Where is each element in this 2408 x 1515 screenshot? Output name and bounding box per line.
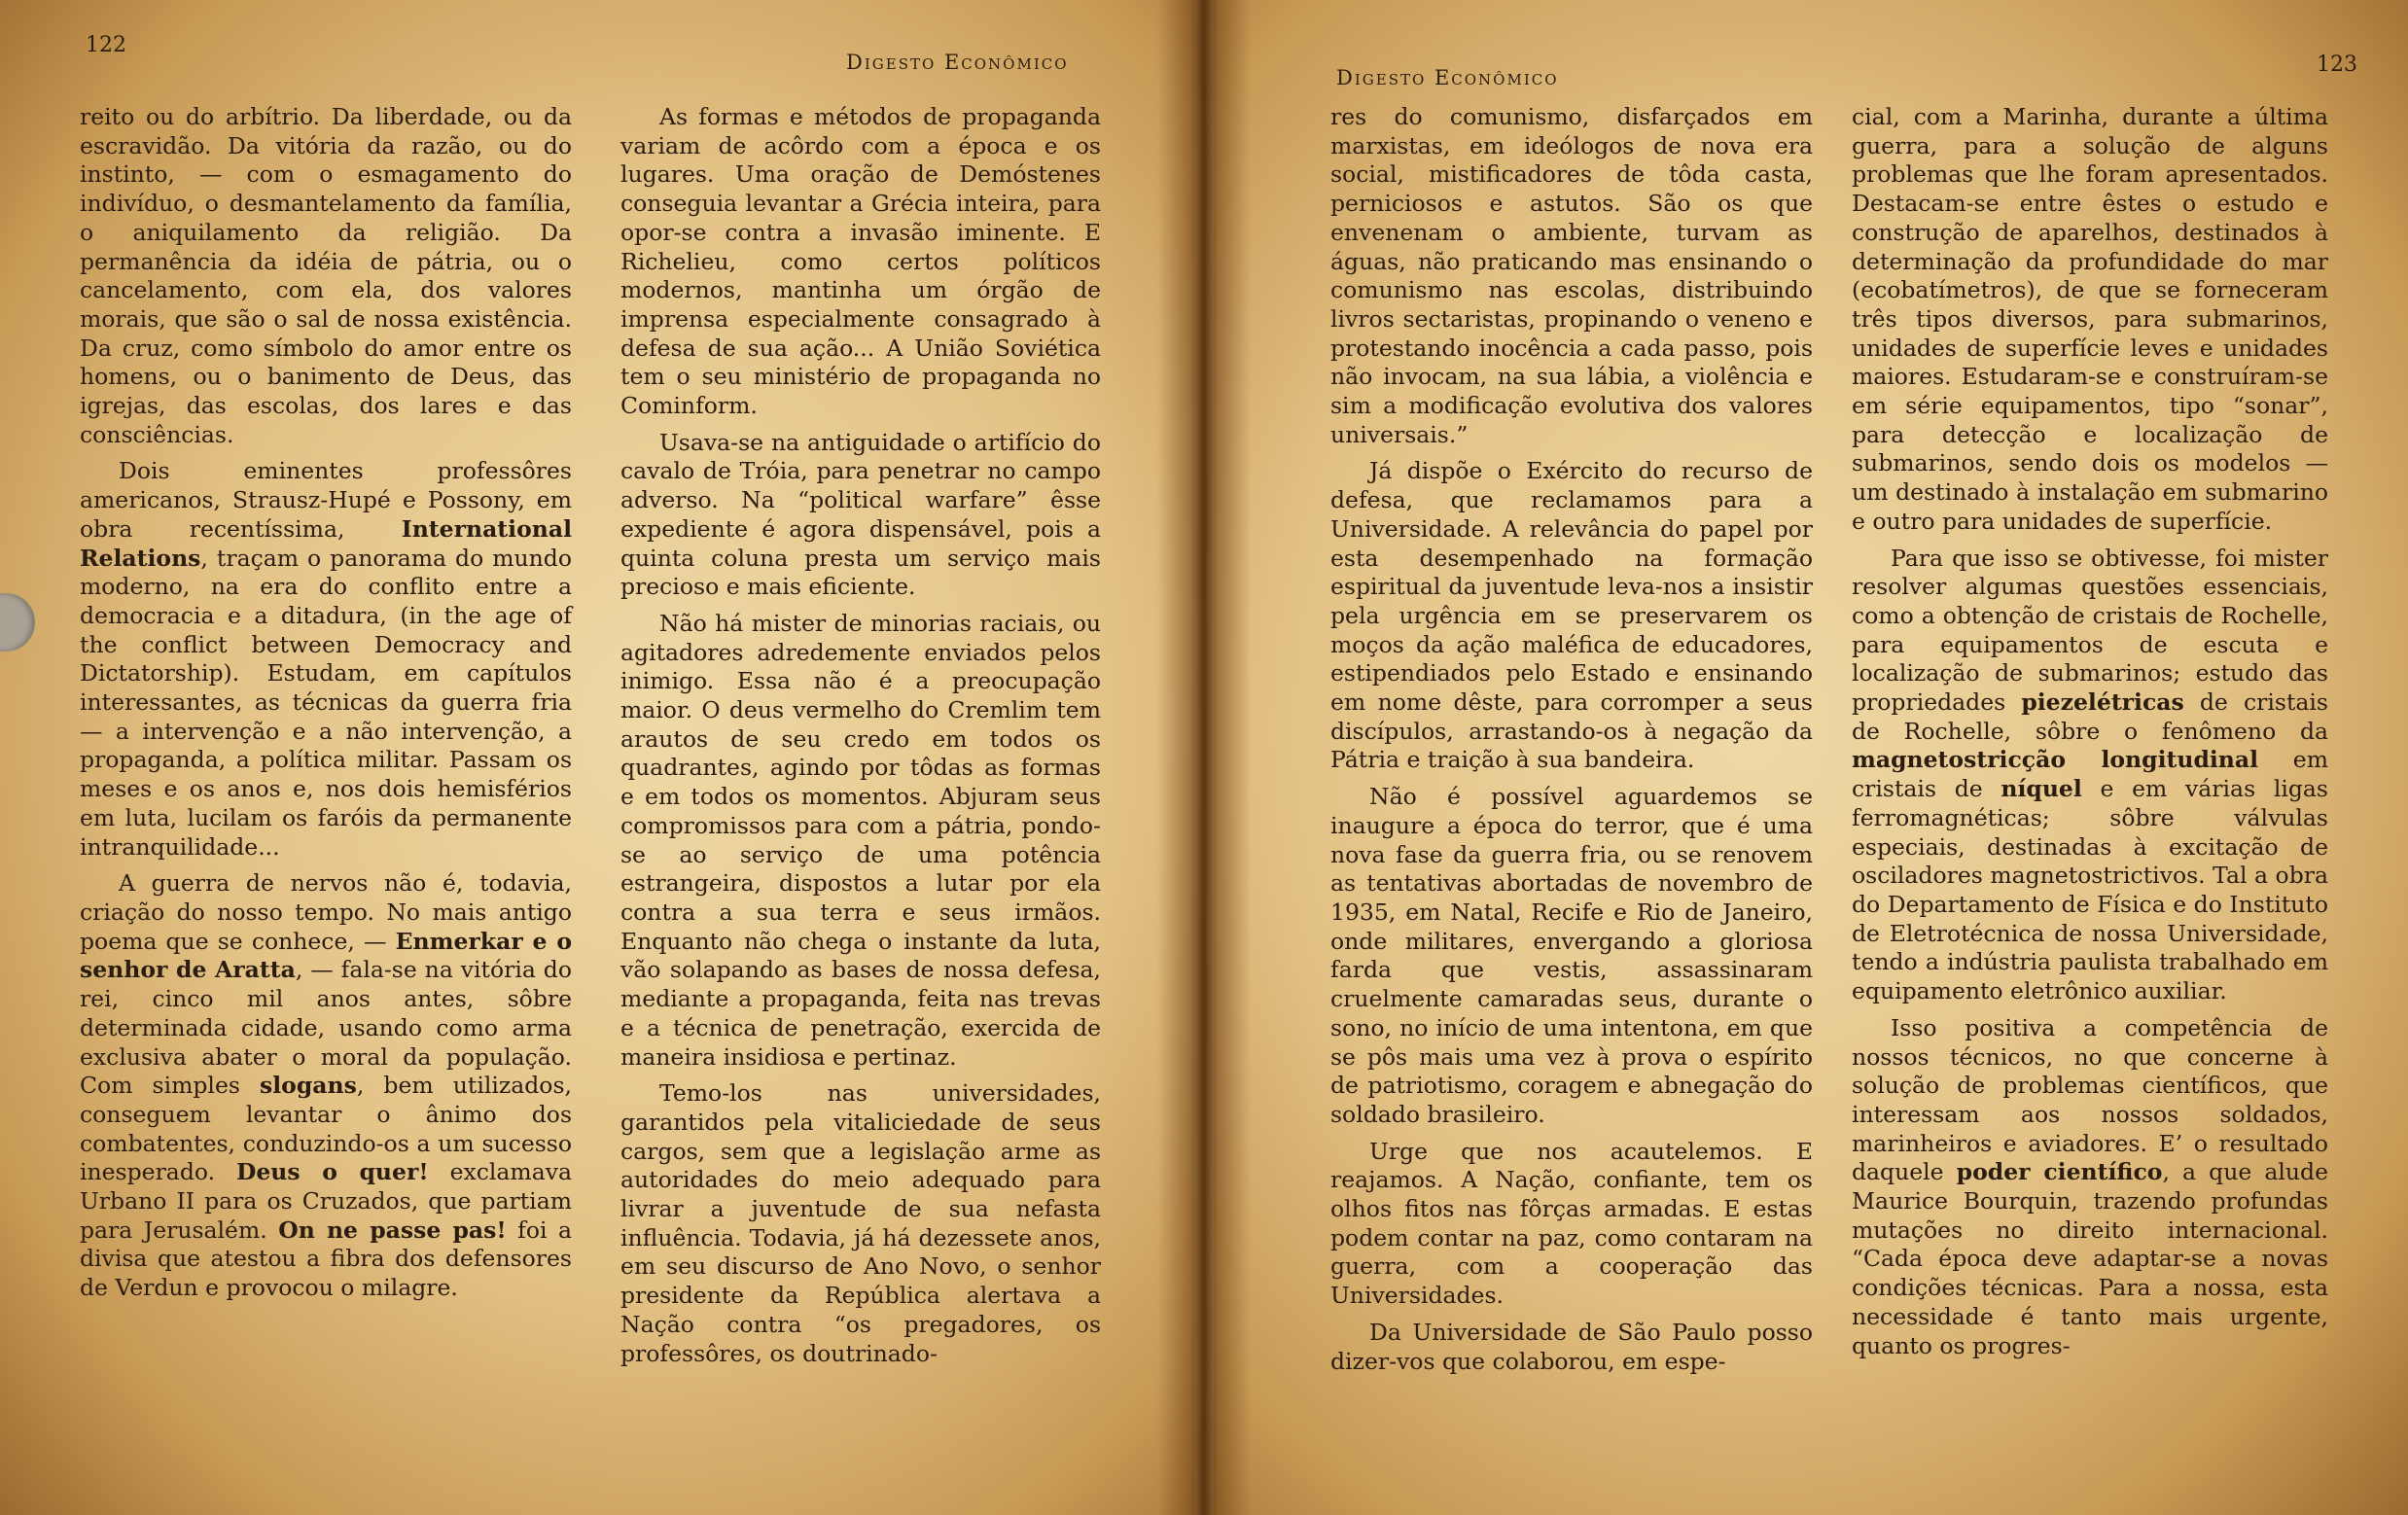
right-column-1 bbox=[1330, 103, 1813, 1384]
paragraph bbox=[80, 869, 572, 1303]
right-column-2 bbox=[1852, 103, 2328, 1368]
paragraph: Usava-se na antiguidade o artifício do cavalo de Tróia, para penetrar no campo adverso. Na “political warfare” êsse expediente é agora dispensável, pois a quinta coluna presta um serviço mais precioso e mais eficiente. bbox=[620, 428, 1101, 601]
text-run: , a que alude Maurice Bourquin, trazendo profundas mutações no direito internacional. “Cada época deve adaptar-se a novas condições técnicas. Para a nossa, esta necessidade é tanto mais urgente, quanto os progres- bbox=[1852, 1158, 2328, 1359]
paragraph: As formas e métodos de propaganda variam de acôrdo com a época e os lugares. Uma oração de Demóstenes conseguia levantar a Grécia inteira, para opor-se contra a invasão iminente. E Richelieu, como certos políticos modernos, mantinha um órgão de imprensa especialmente consagrado à defesa de sua ação... A União Soviética tem o seu ministério de propaganda no Cominform. bbox=[620, 103, 1101, 420]
paragraph: Da Universidade de São Paulo posso dizer-vos que colaborou, em espe- bbox=[1330, 1318, 1813, 1375]
text-run: exclamava Urbano II para os Cruzados, que partiam para Jerusalém. bbox=[80, 1158, 572, 1244]
text-run: , traçam o panorama do mundo moderno, na era do conflito entre a democracia e a ditadura, (in the age of the conflict between Democracy and Dictatorship). Estudam, em capítulos interessantes, as técnicas da guerra fria — a intervenção e a não intervenção, a propaganda, a política militar. Passam os meses e os anos e, nos dois hemisférios em luta, lucilam os faróis da permanente intranquilidade... bbox=[80, 544, 572, 861]
page-number-right: 123 bbox=[2317, 53, 2357, 77]
text-run: , bem utilizados, conseguem levantar o ânimo dos combatentes, conduzindo-os a um sucesso inesperado. bbox=[80, 1072, 572, 1186]
emphasis: poder científico bbox=[1956, 1158, 2163, 1186]
paragraph bbox=[80, 457, 572, 862]
paragraph: Temo-los nas universidades, garantidos pela vitaliciedade de seus cargos, sem que a legislação arme as autoridades do meio adequado para livrar a juventude de sua nefasta influência. Todavia, já há dezessete anos, em seu discurso de Ano Novo, o senhor presidente da República alertava a Nação contra “os pregadores, os professôres, os doutrinado- bbox=[620, 1079, 1101, 1367]
emphasis: slogans bbox=[260, 1072, 357, 1100]
paragraph: reito ou do arbítrio. Da liberdade, ou da escravidão. Da vitória da razão, ou do instinto, — com o esmagamento do indivíduo, o desmantelamento da família, o aniquilamento da religião. Da permanência da idéia de pátria, ou o cancelamento, com ela, dos valores morais, que são o sal de nossa existência. Da cruz, como símbolo do amor entre os homens, ou o banimento de Deus, das igrejas, das escolas, dos lares e das consciências. bbox=[80, 103, 572, 448]
text-run: Dois eminentes professôres americanos, Strausz-Hupé e Possony, em obra recentíssima, bbox=[80, 457, 572, 543]
emphasis: níquel bbox=[2001, 775, 2082, 803]
text-run: Para que isso se obtivesse, foi mister resolver algumas questões essenciais, como a obtenção de cristais de Rochelle, para equipamentos de escuta e localização de submarinos; estudo das propriedades bbox=[1852, 544, 2328, 717]
text-run: e em várias ligas ferromagnéticas; sôbre válvulas especiais, destinadas à excitação de osciladores magnetostrictivos. Tal a obra do Departamento de Física e do Instituto de Eletrotécnica de nossa Universidade, tendo a indústria paulista trabalhado em equipamento eletrônico auxiliar. bbox=[1852, 775, 2328, 1005]
left-column-1 bbox=[80, 103, 572, 1311]
text-run: em cristais de bbox=[1852, 746, 2328, 803]
emphasis: On ne passe pas! bbox=[278, 1216, 507, 1244]
book-gutter bbox=[1157, 0, 1251, 1515]
paragraph: Não é possível aguardemos se inaugure a época do terror, que é uma nova fase da guerra fria, ou se renovem as tentativas abortadas de novembro de 1935, em Natal, Recife e Rio de Janeiro, onde militares, envergando a gloriosa farda que vestis, assassinaram cruelmente camaradas seus, durante o sono, no início de uma intentona, em que se pôs mais uma vez à prova o espírito de patriotismo, coragem e abnegação do soldado brasileiro. bbox=[1330, 783, 1813, 1128]
running-head-right: Digesto Econômico bbox=[1336, 66, 1559, 89]
paragraph: Já dispõe o Exército do recurso de defesa, que reclamamos para a Universidade. A relevância do papel por esta desempenhado na formação espiritual da juventude leva-nos a insistir pela urgência em se preservarem os moços da ação maléfica de educadores, estipendiados pelo Estado e ensinando em nome dêste, para corromper a seus discípulos, arrastando-os à negação da Pátria e traição à sua bandeira. bbox=[1330, 457, 1813, 774]
text-run: foi a divisa que atestou a fibra dos defensores de Verdun e provocou o milagre. bbox=[80, 1216, 573, 1302]
page-number-left: 122 bbox=[86, 33, 126, 57]
paragraph: Urge que nos acautelemos. E reajamos. A Nação, confiante, tem os olhos fitos nas fôrças armadas. E estas podem contar na paz, como contaram na guerra, com a cooperação das Universidades. bbox=[1330, 1137, 1813, 1310]
paragraph: Não há mister de minorias raciais, ou agitadores adredemente enviados pelos inimigo. Essa não é a preocupação maior. O deus vermelho do Cremlim tem arautos de seu credo em todos os quadrantes, agindo por tôdas as formas e em todos os momentos. Abjuram seus compromissos para com a pátria, pondo-se ao serviço de uma potência estrangeira, dispostos a lutar por ela contra a sua terra e seus irmãos. Enquanto não chega o instante da luta, vão solapando as bases de nossa defesa, mediante a propaganda, feita nas trevas e a técnica de penetração, exercida de maneira insidiosa e pertinaz. bbox=[620, 609, 1101, 1071]
text-run: A guerra de nervos não é, todavia, criação do nosso tempo. No mais antigo poema que se conhece, — bbox=[80, 869, 572, 955]
text-run: de cristais de Rochelle, sôbre o fenômeno da bbox=[1852, 688, 2328, 745]
left-page bbox=[0, 0, 1194, 1515]
text-run: Isso positiva a competência de nossos técnicos, no que concerne à solução de problemas científicos, que interessam aos nossos soldados, marinheiros e aviadores. E’ o resultado daquele bbox=[1852, 1013, 2328, 1186]
right-page bbox=[1214, 0, 2408, 1515]
paragraph: res do comunismo, disfarçados em marxistas, em ideólogos de nova era social, mistificadores de tôda casta, perniciosos e astutos. São os que envenenam o ambiente, turvam as águas, não praticando mas ensinando o comunismo nas escolas, distribuindo livros sectaristas, propinando o veneno e protestando inocência a cada passo, pois não invocam, na sua lábia, a violência e sim a modificação evolutiva dos valores universais.” bbox=[1330, 103, 1813, 448]
thumb-index-tab bbox=[0, 593, 35, 652]
poem-title: Enmerkar e o senhor de Aratta bbox=[80, 927, 572, 984]
emphasis: magnetostricção longitudinal bbox=[1852, 746, 2259, 774]
left-column-2 bbox=[620, 103, 1101, 1376]
book-title: International Relations bbox=[80, 514, 572, 572]
text-run: , — fala-se na vitória do rei, cinco mil anos antes, sôbre determinada cidade, usando como arma exclusiva abater o moral da população. Com simples bbox=[80, 956, 572, 1100]
paragraph bbox=[1852, 1014, 2328, 1360]
emphasis: piezelétricas bbox=[2021, 688, 2184, 717]
paragraph: cial, com a Marinha, durante a última guerra, para a solução de alguns problemas que lhe foram apresentados. Destacam-se entre êstes o estudo e construção de aparelhos, destinados à determinação da profundidade do mar (ecobatímetros), de que se forneceram três tipos diversos, para submarinos, unidades de superfície leves e unidades maiores. Estudaram-se e construíram-se em série equipamentos, tipo “sonar”, para detecção e localização de submarinos, sendo dois os modelos — um destinado à instalação em submarino e outro para unidades de superfície. bbox=[1852, 103, 2328, 535]
running-head-left: Digesto Econômico bbox=[846, 51, 1069, 74]
emphasis: Deus o quer! bbox=[235, 1158, 429, 1186]
paragraph bbox=[1852, 545, 2328, 1006]
